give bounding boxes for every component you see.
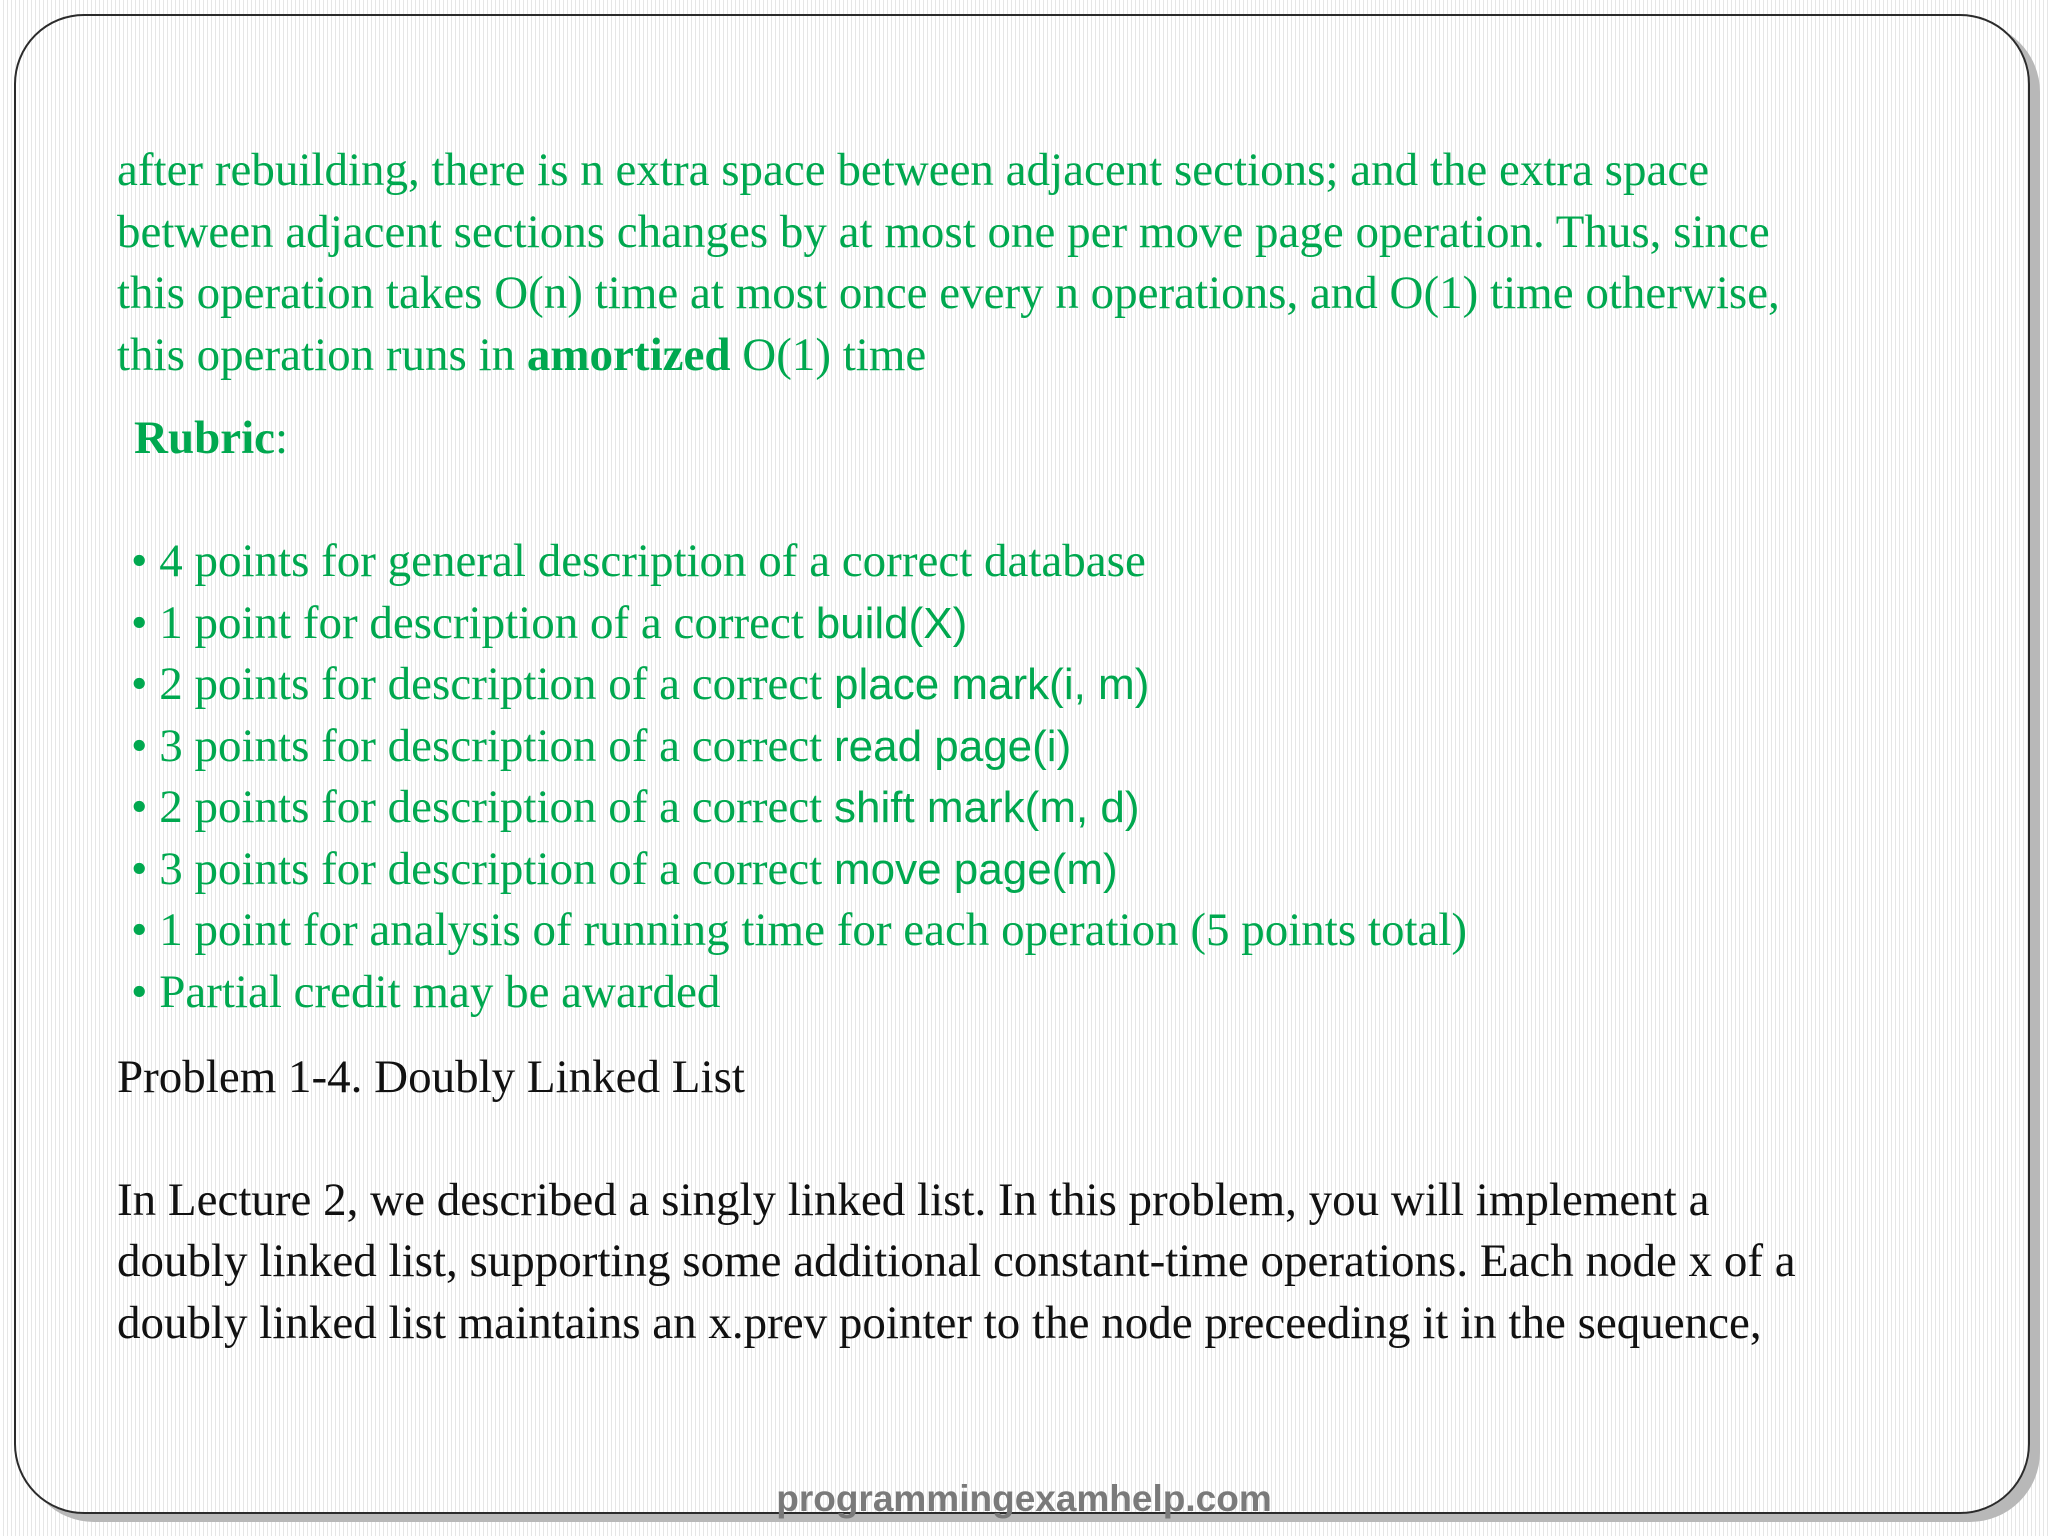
- rubric-item-text: 1 point for description of a correct: [159, 596, 816, 649]
- rubric-item: [131, 531, 1977, 593]
- rubric-item: [131, 654, 1977, 716]
- rubric-item-text: 2 points for description of a correct: [159, 781, 834, 833]
- solution-line-suffix: O(1) time: [730, 328, 927, 381]
- bullet: •: [131, 596, 148, 649]
- problem-body-line: In Lecture 2, we described a singly linked list. In this problem, you will implement a: [117, 1173, 1710, 1226]
- rubric-item: [131, 593, 1977, 655]
- amortized-emphasis: amortized: [526, 328, 731, 381]
- rubric-list: [131, 531, 1977, 1023]
- bullet: •: [131, 781, 148, 833]
- bullet: •: [131, 965, 148, 1018]
- problem-body-line: doubly linked list, supporting some additional constant-time operations. Each node x of a: [117, 1235, 1796, 1287]
- watermark-footer: programmingexamhelp.com: [776, 1478, 1272, 1519]
- problem-title: Problem 1-4. Doubly Linked List: [117, 1051, 745, 1103]
- solution-paragraph: [117, 140, 1977, 386]
- rubric-item: [131, 900, 1977, 962]
- rubric-heading-text: Rubric: [134, 412, 275, 464]
- problem-body: [117, 1170, 1977, 1355]
- rubric-item-text: 1 point for analysis of running time for each operation (5 points total): [159, 904, 1468, 956]
- rubric-heading: [134, 408, 1977, 470]
- solution-line: this operation takes O(n) time at most once every n operations, and O(1) time otherwise,: [117, 267, 1780, 319]
- rubric-item-text: 3 points for description of a correct: [159, 842, 834, 895]
- spacer: [117, 470, 1977, 532]
- rubric-item-code: shift mark(m, d): [833, 783, 1140, 832]
- bullet: •: [131, 904, 148, 956]
- rubric-item-text: Partial credit may be awarded: [159, 965, 721, 1018]
- rubric-item-text: 4 points for general description of a correct database: [159, 535, 1146, 587]
- solution-line: between adjacent sections changes by at most one per move page operation. Thus, since: [117, 205, 1770, 258]
- bullet: •: [131, 842, 148, 895]
- bullet: •: [131, 719, 148, 772]
- rubric-item-text: 2 points for description of a correct: [159, 658, 834, 710]
- bullet: •: [131, 535, 148, 587]
- rubric-heading-colon: :: [275, 412, 289, 464]
- rubric-item-code: move page(m): [833, 844, 1118, 894]
- bullet: •: [131, 658, 148, 710]
- slide-content: [117, 140, 1977, 1354]
- rubric-item-code: place mark(i, m): [833, 660, 1150, 709]
- solution-line: [117, 325, 1977, 387]
- problem-body-line: doubly linked list maintains an x.prev pointer to the node preceeding it in the sequence,: [117, 1296, 1762, 1349]
- rubric-item-code: build(X): [815, 598, 968, 648]
- rubric-item: [131, 716, 1977, 778]
- rubric-item-code: read page(i): [833, 721, 1072, 771]
- solution-line: after rebuilding, there is n extra space between adjacent sections; and the extra space: [117, 144, 1710, 196]
- rubric-item: [131, 839, 1977, 901]
- solution-line-prefix: this operation runs in: [117, 328, 527, 381]
- rubric-item-text: 3 points for description of a correct: [159, 719, 834, 772]
- rubric-item: [131, 777, 1977, 839]
- rubric-item: [131, 962, 1977, 1024]
